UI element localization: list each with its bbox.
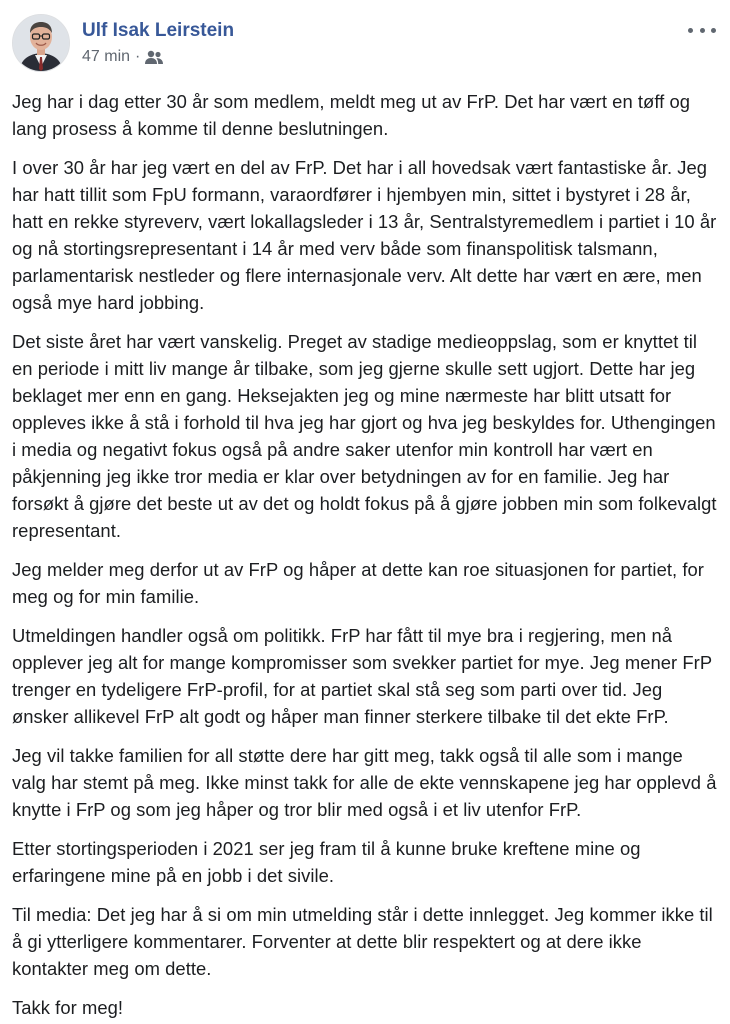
friends-icon[interactable] [144, 49, 164, 65]
post-paragraph: Jeg har i dag etter 30 år som medlem, meldt meg ut av FrP. Det har vært en tøff og lang prosess å komme til denne beslutningen. [12, 91, 691, 139]
post-paragraph: Det siste året har vært vanskelig. Preget av stadige medieoppslag, som er knyttet til en periode i mitt liv mange år tilbake, som jeg gjerne skulle sett ugjort. Dette har jeg beklaget mer enn en gang. Heksejakten jeg og mine nærmeste har blitt utsatt for oppleves ikke å stå i forhold til hva jeg har gjort og hva jeg beskyldes for. Uthengingen i media og negativt fokus også på andre saker utenfor min kontroll har vært en påkjenning jeg ikke tror media er klar over betydningen av for en familie. Jeg har forsøkt å gjøre det beste ut av det og holdt fokus på å gjøre jobben min som folkevalgt representant. [12, 331, 717, 541]
more-dot [711, 28, 716, 33]
post-paragraph: Utmeldingen handler også om politikk. FrP har fått til mye bra i regjering, men nå opplever jeg alt for mange kompromisser som svekker partiet for mye. Jeg mener FrP trenger en tydeligere FrP-profil, for at partiet skal stå seg som parti over tid. Jeg ønsker allikevel FrP alt godt og håper man finner sterkere tilbake til det ekte FrP. [12, 625, 712, 727]
avatar-photo [13, 15, 69, 71]
post-paragraph: Jeg melder meg derfor ut av FrP og håper at dette kan roe situasjonen for partiet, for meg og for min familie. [12, 559, 704, 607]
more-dot [700, 28, 705, 33]
avatar[interactable] [12, 14, 70, 72]
post-paragraph: Til media: Det jeg har å si om min utmelding står i dette innlegget. Jeg kommer ikke til å gi ytterligere kommentarer. Forventer at dette blir respektert og at dere ikke kontakter meg om dette. [12, 904, 713, 979]
post-body [12, 88, 720, 1024]
post-paragraph: Jeg vil takke familien for all støtte dere har gitt meg, takk også til alle som i mange valg har stemt på meg. Ikke minst takk for alle de ekte vennskapene jeg har opplevd å knytte i FrP og som jeg håper og tror blir med også i et liv utenfor FrP. [12, 745, 717, 820]
post-paragraph: Takk for meg! [12, 997, 124, 1018]
post-meta [82, 48, 164, 66]
timestamp[interactable]: 47 min [82, 48, 131, 65]
post-paragraph: Etter stortingsperioden i 2021 ser jeg fram til å kunne bruke kreftene mine og erfaringene mine på en jobb i det sivile. [12, 838, 641, 886]
post-paragraph: I over 30 år har jeg vært en del av FrP. Det har i all hovedsak vært fantastiske år. Jeg har hatt tillit som FpU formann, varaordfører i hjembyen min, sittet i bystyret i 28 år, hatt en rekke styreverv, vært lokallagsleder i 13 år, Sentralstyremedlem i partiet i 10 år og nå stortingsrepresentant i 14 år med verv både som finanspolitisk talsmann, parlamentarisk nestleder og flere internasjonale verv. Alt dette har vært en ære, men også mye hard jobbing. [12, 157, 717, 313]
meta-separator: · [135, 48, 141, 65]
post-header [12, 12, 718, 74]
author-name[interactable]: Ulf Isak Leirstein [82, 20, 235, 41]
more-options-icon[interactable] [688, 20, 716, 40]
more-dot [688, 28, 693, 33]
